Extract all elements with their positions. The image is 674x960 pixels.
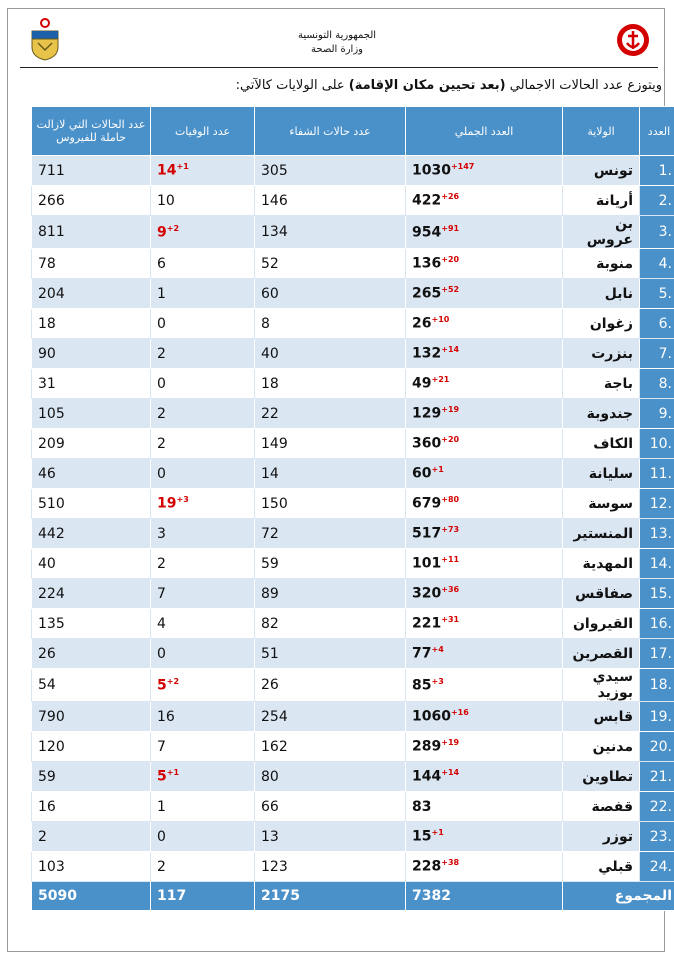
recovered-cell: 66 [255,792,406,822]
governorate-name: جندوبة [563,399,640,429]
deaths-value: 19 [157,495,177,512]
table-row [32,186,674,216]
row-index: .5 [640,279,674,309]
total-cases-cell [406,762,563,792]
total-cases-value: 83 [412,798,432,815]
table-row [32,399,674,429]
recovered-cell: 8 [255,309,406,339]
row-index: .16 [640,609,674,639]
total-increment: +3 [431,676,444,686]
active-cases-cell: 135 [32,609,151,639]
governorate-name: قفصة [563,792,640,822]
row-index: .15 [640,579,674,609]
total-cases-value: 517 [412,525,442,542]
active-cases-cell: 16 [32,792,151,822]
active-cases-cell: 266 [32,186,151,216]
active-cases-cell: 26 [32,639,151,669]
total-cases-value: 77 [412,645,432,662]
total-cases-value: 289 [412,738,442,755]
header-active: عدد الحالات التي لازالت حاملة للفيروس [32,107,151,156]
total-cases-cell [406,399,563,429]
recovered-cell: 146 [255,186,406,216]
total-cases-cell [406,489,563,519]
deaths-cell [151,249,255,279]
total-increment: +10 [431,315,450,325]
total-increment: +16 [450,708,469,718]
header-deaths: عدد الوفيات [151,107,255,156]
deaths-cell [151,156,255,186]
governorate-name: بنزرت [563,339,640,369]
total-cases-cell [406,249,563,279]
deaths-value: 5 [157,768,167,785]
total-cases-value: 49 [412,375,432,392]
deaths-value: 7 [157,585,166,602]
total-increment: +91 [441,223,460,233]
recovered-cell: 14 [255,459,406,489]
deaths-cell [151,216,255,249]
active-cases-cell: 103 [32,852,151,882]
total-cases-cell [406,669,563,702]
active-cases-cell: 510 [32,489,151,519]
governorate-name: باجة [563,369,640,399]
row-index: .13 [640,519,674,549]
totals-deaths: 117 [151,882,255,911]
deaths-cell [151,822,255,852]
deaths-cell [151,702,255,732]
total-cases-value: 265 [412,285,442,302]
deaths-value: 9 [157,224,167,241]
recovered-cell: 26 [255,669,406,702]
deaths-cell [151,459,255,489]
deaths-cell [151,369,255,399]
active-cases-cell: 59 [32,762,151,792]
governorate-name: تطاوين [563,762,640,792]
governorate-name: توزر [563,822,640,852]
active-cases-cell: 18 [32,309,151,339]
deaths-value: 3 [157,525,166,542]
active-cases-cell: 2 [32,822,151,852]
row-index: .23 [640,822,674,852]
table-row [32,156,674,186]
total-cases-value: 221 [412,615,442,632]
total-cases-value: 101 [412,555,442,572]
active-cases-cell: 120 [32,732,151,762]
deaths-cell [151,429,255,459]
row-index: .22 [640,792,674,822]
total-increment: +1 [431,465,444,475]
recovered-cell: 72 [255,519,406,549]
total-cases-value: 26 [412,315,432,332]
deaths-value: 2 [157,405,166,422]
deaths-cell [151,519,255,549]
total-cases-cell [406,429,563,459]
active-cases-cell: 811 [32,216,151,249]
row-index: .14 [640,549,674,579]
deaths-increment: +1 [176,162,189,172]
row-index: .18 [640,669,674,702]
governorate-name: نابل [563,279,640,309]
deaths-cell [151,549,255,579]
table-row [32,732,674,762]
total-increment: +80 [441,495,460,505]
governorate-name: تونس [563,156,640,186]
total-increment: +19 [441,405,460,415]
governorate-name: صفاقس [563,579,640,609]
governorate-name: المنستير [563,519,640,549]
total-cases-cell [406,852,563,882]
governorate-name: المهدية [563,549,640,579]
total-cases-value: 144 [412,768,442,785]
total-cases-cell [406,339,563,369]
total-cases-value: 422 [412,192,442,209]
table-row [32,549,674,579]
total-increment: +31 [441,615,460,625]
total-cases-cell [406,609,563,639]
active-cases-cell: 40 [32,549,151,579]
deaths-cell [151,399,255,429]
total-cases-value: 228 [412,858,442,875]
row-index: .17 [640,639,674,669]
active-cases-cell: 204 [32,279,151,309]
deaths-value: 2 [157,435,166,452]
recovered-cell: 123 [255,852,406,882]
governorate-name: زغوان [563,309,640,339]
deaths-value: 2 [157,555,166,572]
row-index: .7 [640,339,674,369]
recovered-cell: 60 [255,279,406,309]
table-row [32,489,674,519]
row-index: .1 [640,156,674,186]
governorate-name: الكاف [563,429,640,459]
table-row [32,609,674,639]
total-increment: +36 [441,585,460,595]
row-index: .21 [640,762,674,792]
deaths-value: 14 [157,162,177,179]
active-cases-cell: 105 [32,399,151,429]
header-recovered: عدد حالات الشفاء [255,107,406,156]
totals-total: 7382 [406,882,563,911]
deaths-value: 16 [157,708,175,725]
total-cases-value: 360 [412,435,442,452]
total-cases-cell [406,369,563,399]
deaths-cell [151,762,255,792]
total-increment: +73 [441,525,460,535]
row-index: .24 [640,852,674,882]
governorate-name: بن عروس [563,216,640,249]
intro-bold: (بعد تحيين مكان الإقامة) [348,78,506,93]
table-row [32,369,674,399]
deaths-cell [151,639,255,669]
recovered-cell: 149 [255,429,406,459]
row-index: .3 [640,216,674,249]
deaths-cell [151,309,255,339]
active-cases-cell: 224 [32,579,151,609]
table-row [32,639,674,669]
total-cases-cell [406,309,563,339]
governorate-name: قبلي [563,852,640,882]
recovered-cell: 52 [255,249,406,279]
governorate-name: مدنين [563,732,640,762]
recovered-cell: 82 [255,609,406,639]
totals-label: المجموع [563,882,674,911]
deaths-value: 5 [157,677,167,694]
deaths-value: 10 [157,192,175,209]
active-cases-cell: 442 [32,519,151,549]
total-cases-cell [406,579,563,609]
total-cases-cell [406,549,563,579]
deaths-value: 6 [157,255,166,272]
intro-suffix: على الولايات كالآتي: [235,78,349,93]
total-increment: +52 [441,285,460,295]
recovered-cell: 13 [255,822,406,852]
deaths-increment: +2 [166,223,180,233]
deaths-cell [151,489,255,519]
total-cases-cell [406,792,563,822]
total-increment: +19 [441,738,460,748]
row-index: .6 [640,309,674,339]
deaths-value: 2 [157,345,166,362]
table-row [32,822,674,852]
deaths-cell [151,732,255,762]
row-index: .2 [640,186,674,216]
total-cases-value: 136 [412,255,442,272]
header-index: العدد [640,107,674,156]
deaths-increment: +2 [166,676,180,686]
table-row [32,309,674,339]
row-index: .8 [640,369,674,399]
deaths-value: 7 [157,738,166,755]
deaths-cell [151,609,255,639]
cases-by-governorate-table [31,106,674,911]
table-row [32,669,674,702]
active-cases-cell: 78 [32,249,151,279]
deaths-cell [151,852,255,882]
totals-recovered: 2175 [255,882,406,911]
deaths-value: 0 [157,645,166,662]
table-row [32,792,674,822]
deaths-value: 0 [157,375,166,392]
row-index: .4 [640,249,674,279]
total-cases-value: 15 [412,828,432,845]
total-cases-cell [406,279,563,309]
recovered-cell: 254 [255,702,406,732]
table-body [32,156,674,911]
table-row [32,279,674,309]
governorate-name: سوسة [563,489,640,519]
table-row [32,339,674,369]
total-cases-cell [406,186,563,216]
governorate-name: قابس [563,702,640,732]
intro-prefix: ويتوزع عدد الحالات الاجمالي [505,78,662,93]
recovered-cell: 59 [255,549,406,579]
row-index: .19 [640,702,674,732]
recovered-cell: 51 [255,639,406,669]
deaths-cell [151,186,255,216]
table-row [32,762,674,792]
active-cases-cell: 209 [32,429,151,459]
total-cases-value: 129 [412,405,442,422]
total-cases-cell [406,639,563,669]
governorate-name: أريانة [563,186,640,216]
totals-row [32,882,674,911]
total-cases-cell [406,216,563,249]
total-increment: +147 [450,162,475,172]
deaths-value: 0 [157,828,166,845]
table-row [32,702,674,732]
recovered-cell: 162 [255,732,406,762]
recovered-cell: 18 [255,369,406,399]
governorate-name: القيروان [563,609,640,639]
ministry-heading [20,29,654,57]
recovered-cell: 89 [255,579,406,609]
recovered-cell: 80 [255,762,406,792]
table-header-row [32,107,674,156]
table-row [32,579,674,609]
table-row [32,249,674,279]
republic-label: الجمهورية التونسية [297,30,377,41]
table-row [32,852,674,882]
header-governorate: الولاية [563,107,640,156]
deaths-increment: +1 [166,768,180,778]
total-increment: +1 [431,828,444,838]
row-index: .20 [640,732,674,762]
row-index: .12 [640,489,674,519]
row-index: .10 [640,429,674,459]
total-increment: +20 [441,255,460,265]
recovered-cell: 150 [255,489,406,519]
deaths-value: 2 [157,858,166,875]
total-increment: +38 [441,858,460,868]
active-cases-cell: 31 [32,369,151,399]
total-cases-value: 1060 [412,708,451,725]
active-cases-cell: 90 [32,339,151,369]
intro-sentence [22,78,662,93]
header-divider [20,67,658,68]
deaths-cell [151,279,255,309]
governorate-name: منوبة [563,249,640,279]
table-row [32,429,674,459]
deaths-cell [151,669,255,702]
active-cases-cell: 790 [32,702,151,732]
ministry-label: وزارة الصحة [311,44,363,55]
deaths-cell [151,339,255,369]
active-cases-cell: 54 [32,669,151,702]
total-cases-value: 679 [412,495,442,512]
total-cases-cell [406,732,563,762]
total-cases-cell [406,156,563,186]
deaths-value: 1 [157,285,166,302]
total-cases-value: 60 [412,465,432,482]
total-cases-value: 85 [412,677,432,694]
total-cases-cell [406,459,563,489]
row-index: .11 [640,459,674,489]
totals-active: 5090 [32,882,151,911]
recovered-cell: 22 [255,399,406,429]
total-cases-cell [406,519,563,549]
document-header [20,15,654,70]
table-row [32,459,674,489]
recovered-cell: 40 [255,339,406,369]
recovered-cell: 305 [255,156,406,186]
governorate-name: سيدي بوزيد [563,669,640,702]
deaths-value: 0 [157,315,166,332]
total-cases-value: 320 [412,585,442,602]
active-cases-cell: 711 [32,156,151,186]
total-increment: +4 [431,645,444,655]
deaths-cell [151,579,255,609]
total-increment: +20 [441,435,460,445]
header-total: العدد الجملي [406,107,563,156]
deaths-value: 4 [157,615,166,632]
total-cases-cell [406,822,563,852]
deaths-increment: +3 [176,495,189,505]
table-row [32,519,674,549]
total-cases-value: 954 [412,224,442,241]
total-increment: +14 [441,345,460,355]
total-cases-cell [406,702,563,732]
deaths-value: 0 [157,465,166,482]
total-cases-value: 1030 [412,162,451,179]
total-increment: +26 [441,192,460,202]
governorate-name: القصرين [563,639,640,669]
deaths-value: 1 [157,798,166,815]
total-increment: +14 [441,768,460,778]
recovered-cell: 134 [255,216,406,249]
governorate-name: سليانة [563,459,640,489]
total-cases-value: 132 [412,345,442,362]
deaths-cell [151,792,255,822]
active-cases-cell: 46 [32,459,151,489]
total-increment: +11 [441,555,460,565]
total-increment: +21 [431,375,450,385]
health-ministry-logo [616,23,650,57]
row-index: .9 [640,399,674,429]
table-row [32,216,674,249]
